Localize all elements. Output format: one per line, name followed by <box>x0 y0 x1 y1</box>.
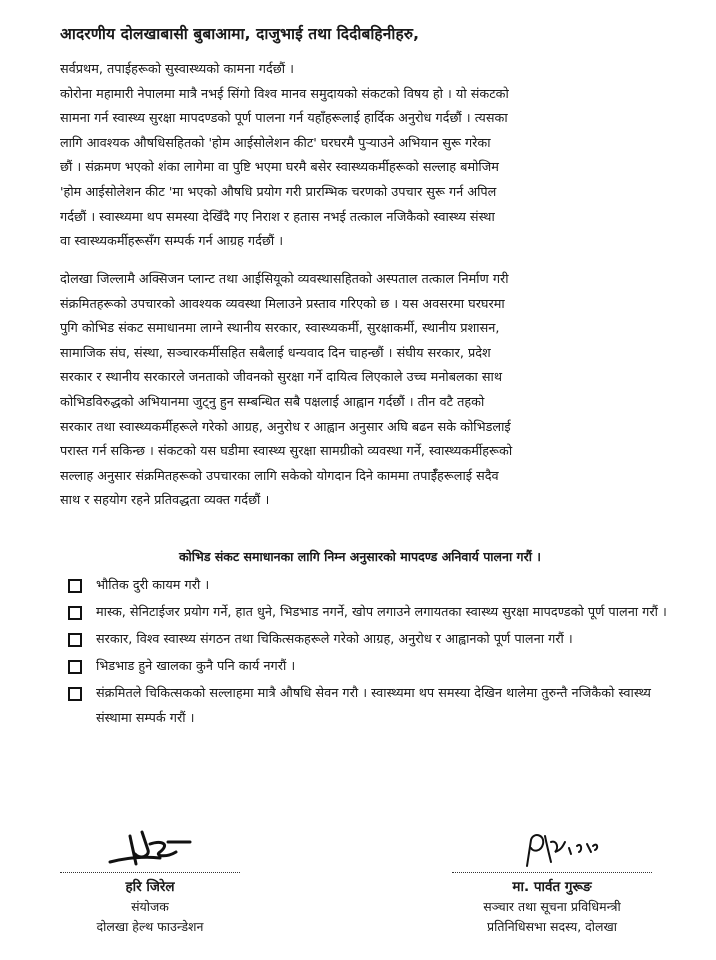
checklist-item <box>68 573 668 598</box>
checklist-item-text: भौतिक दुरी कायम गरौ । <box>96 578 210 593</box>
paragraph-line: पुगि कोभिड संकट समाधानमा लाग्ने स्थानीय सरकार, स्वास्थ्यकर्मी, सुरक्षाकर्मी, स्थानीय प्रशासन, <box>60 321 500 337</box>
signature-image <box>487 822 617 872</box>
salutation-heading: आदरणीय दोलखाबासी बुबाआमा, दाजुभाई तथा दिदीबहिनीहरु, <box>60 25 420 43</box>
checklist-item <box>68 681 668 731</box>
checklist-item <box>68 600 668 625</box>
paragraph-line: दोलखा जिल्लामै अक्सिजन प्लान्ट तथा आईसियूको व्यवस्थासहितको अस्पताल तत्काल निर्माण गरी <box>60 272 509 287</box>
checkbox-icon <box>68 579 82 593</box>
signatory-organization: दोलखा हेल्थ फाउन्डेशन <box>96 919 204 934</box>
paragraph-greeting <box>60 58 660 255</box>
paragraph-line: कोभिडविरुद्धको अभियानमा जुट्नु हुन सम्बन्धित सबै पक्षलाई आह्वान गर्दछौं । तीन वटै तहको <box>60 394 485 410</box>
signature-line <box>452 872 652 873</box>
signature-line <box>60 872 240 873</box>
paragraph-line: 'होम आईसोलेशन कीट 'मा भएको औषधि प्रयोग गरी प्रारम्भिक चरणको उपचार सुरू गर्न अपिल <box>60 184 497 200</box>
checkbox-icon <box>68 687 82 701</box>
checklist-item-text: मास्क, सेनिटाईजर प्रयोग गर्ने, हात धुने, भिडभाड नगर्ने, खोप लगाउने लगायतका स्वास्थ्य सुरक्षा मापदण्डको पूर्ण पालना गरौं । <box>96 605 667 620</box>
paragraph-line: वा स्वास्थ्यकर्मीहरूसँग सम्पर्क गर्न आग्रह गर्दछौं । <box>60 234 284 250</box>
signature-image <box>90 822 210 872</box>
paragraph-line: सल्लाह अनुसार संक्रमितहरूको उपचारका लागि सकेको योगदान दिने काममा तपाईँहरूलाई सदैव <box>60 468 499 484</box>
paragraph-line: छौं । संक्रमण भएको शंका लागेमा वा पुष्टि भएमा घरमै बसेर स्वास्थ्यकर्मीहरूको सल्लाह बमोजिम <box>60 160 499 176</box>
checklist-item <box>68 627 668 652</box>
paragraph-line: साथ र सहयोग रहने प्रतिवद्धता व्यक्त गर्दछौं । <box>60 493 270 509</box>
signature-block-right <box>452 822 652 937</box>
paragraph-line: गर्दछौं । स्वास्थ्यमा थप समस्या देखिँदै गए निराश र हतास नभई तत्काल नजिकैको स्वास्थ्य संस्था <box>60 209 495 225</box>
paragraph-line: सरकार र स्थानीय सरकारले जनताको जीवनको सुरक्षा गर्ने दायित्व लिएकाले उच्च मनोबलका साथ <box>60 370 503 386</box>
paragraph-line: संक्रमितहरूको उपचारको आवश्यक व्यवस्था मिलाउने प्रस्ताव गरिएको छ । यस अवसरमा घरघरमा <box>60 296 505 312</box>
paragraph-line: परास्त गर्न सकिन्छ । संकटको यस घडीमा स्वास्थ्य सुरक्षा सामग्रीको व्यवस्था गर्ने, स्वास्थ्यकर्मीहरूको <box>60 444 513 460</box>
checkbox-icon <box>68 606 82 620</box>
checklist-heading: कोभिड संकट समाधानका लागि निम्न अनुसारको मापदण्ड अनिवार्य पालना गरौं । <box>178 549 542 564</box>
checkbox-icon <box>68 660 82 674</box>
checklist-item-text: संक्रमितले चिकित्सकको सल्लाहमा मात्रै औषधि सेवन गरौ । स्वास्थ्यमा थप समस्या देखिन थालेमा तुरुन्तै नजिकैको स्वास्थ्य संस्थामा सम्पर्क गरौं । <box>96 686 651 726</box>
checklist <box>68 573 668 733</box>
paragraph-line: लागि आवश्यक औषधिसहितको 'होम आईसोलेशन कीट' घरघरमै पुऱ्याउने अभियान सुरू गरेका <box>60 135 491 151</box>
checklist-item <box>68 654 668 679</box>
paragraph-line: सर्वप्रथम, तपाईहरूको सुस्वास्थ्यको कामना गर्दछौं । <box>60 62 294 77</box>
checkbox-icon <box>68 633 82 647</box>
checklist-item-text: भिडभाड हुने खालका कुनै पनि कार्य नगरौं । <box>96 659 296 674</box>
paragraph-appeal <box>60 268 660 514</box>
paragraph-line: सरकार तथा स्वास्थ्यकर्मीहरूले गरेको आग्रह, अनुरोध र आह्वान अनुसार अघि बढन सके कोभिडलाई <box>60 419 511 435</box>
paragraph-line: सामना गर्न स्वास्थ्य सुरक्षा मापदण्डको पूर्ण पालना गर्न यहाँहरूलाई हार्दिक अनुरोध गर्दछौं । त्यसका <box>60 111 508 127</box>
signature-block-left <box>60 822 240 937</box>
signatory-name: हरि जिरेल <box>125 879 175 895</box>
signatory-role: संयोजक <box>131 899 169 914</box>
checklist-item-text: सरकार, विश्व स्वास्थ्य संगठन तथा चिकित्सकहरूले गरेको आग्रह, अनुरोध र आह्वानको पूर्ण पालना गरौं । <box>96 632 573 647</box>
signatory-organization: प्रतिनिधिसभा सदस्य, दोलखा <box>487 919 617 934</box>
paragraph-line: कोरोना महामारी नेपालमा मात्रै नभई सिंगो विश्व मानव समुदायको संकटको विषय हो । यो संकटको <box>60 86 509 102</box>
signatory-name: मा. पार्वत गुरूङ <box>512 879 592 895</box>
signatory-role: सञ्चार तथा सूचना प्रविधिमन्त्री <box>483 899 621 914</box>
paragraph-line: सामाजिक संघ, संस्था, सञ्चारकर्मीसहित सबैलाई धन्यवाद दिन चाहन्छौं । संघीय सरकार, प्रदेश <box>60 345 491 361</box>
